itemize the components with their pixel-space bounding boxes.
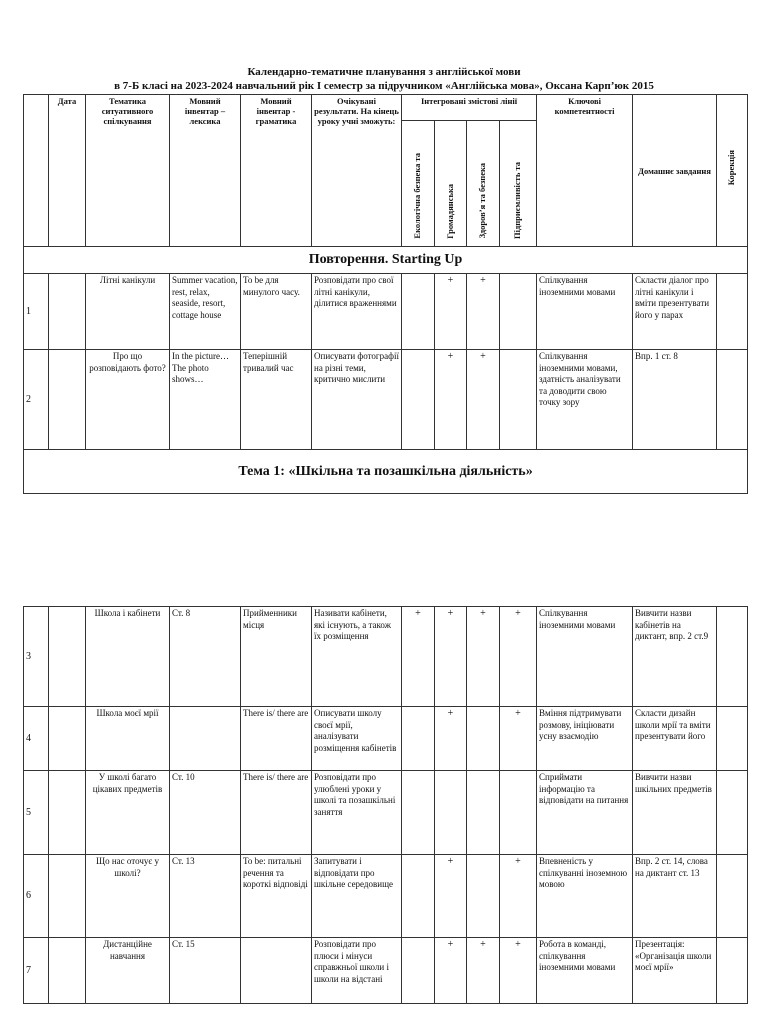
date-cell xyxy=(49,274,86,350)
results-cell: Запитувати і відповідати про шкільне середовище xyxy=(312,855,402,938)
homework-cell: Вивчити назви шкільних предметів xyxy=(633,771,717,855)
header-correction-cell xyxy=(717,95,748,247)
table-row xyxy=(24,771,748,855)
lesson-number: 7 xyxy=(24,938,49,1004)
competences-cell: Вміння підтримувати розмову, ініціювати усну взаємодію xyxy=(537,707,633,771)
date-cell xyxy=(49,771,86,855)
competences-cell: Спілкування іноземними мовами xyxy=(537,274,633,350)
eco-mark xyxy=(402,707,435,771)
civic-mark: + xyxy=(435,855,467,938)
grammar-cell: To be: питальні речення та короткі відповіді xyxy=(241,855,312,938)
competences-cell: Впевненість у спілкуванні іноземною мовою xyxy=(537,855,633,938)
date-cell xyxy=(49,938,86,1004)
entrepreneur-mark xyxy=(500,274,537,350)
grammar-cell: To be для минулого часу. xyxy=(241,274,312,350)
topic-cell: Що нас оточує у школі? xyxy=(86,855,170,938)
header-integrated-lines: Інтегровані змістові лінії xyxy=(402,95,537,121)
grammar-cell: There is/ there are xyxy=(241,707,312,771)
table-row xyxy=(24,274,748,350)
header-civic: Громадянська xyxy=(444,183,455,239)
correction-cell xyxy=(717,274,748,350)
entrepreneur-mark: + xyxy=(500,707,537,771)
entrepreneur-mark: + xyxy=(500,855,537,938)
header-entrepreneur-cell xyxy=(500,121,537,247)
civic-mark: + xyxy=(435,274,467,350)
header-grammar: Мовний інвентар - граматика xyxy=(241,95,312,247)
entrepreneur-mark: + xyxy=(500,938,537,1004)
header-correction: Корекція xyxy=(726,150,737,186)
topic-cell: Школа моєї мрії xyxy=(86,707,170,771)
homework-cell: Скласти діалог про літні канікули і вміти презентувати його у парах xyxy=(633,274,717,350)
homework-cell: Презентація: «Організація школи моєї мрії» xyxy=(633,938,717,1004)
results-cell: Називати кабінети, які існують, а також їх розміщення xyxy=(312,607,402,707)
lexis-cell xyxy=(170,707,241,771)
plan-table-page-1 xyxy=(23,94,748,494)
homework-cell: Впр. 2 ст. 14, слова на диктант ст. 13 xyxy=(633,855,717,938)
header-entrepreneur: Підприємливість та xyxy=(512,161,523,239)
grammar-cell: There is/ there are xyxy=(241,771,312,855)
lesson-number: 5 xyxy=(24,771,49,855)
table-row xyxy=(24,707,748,771)
header-health-cell xyxy=(467,121,500,247)
lesson-number: 6 xyxy=(24,855,49,938)
eco-mark xyxy=(402,855,435,938)
competences-cell: Спілкування іноземними мовами, здатність аналізувати та доводити свою точку зору xyxy=(537,350,633,450)
lexis-cell: Summer vacation, rest, relax, seaside, resort, cottage house xyxy=(170,274,241,350)
section-starting-up: Повторення. Starting Up xyxy=(24,247,748,274)
lexis-cell: Ст. 10 xyxy=(170,771,241,855)
civic-mark xyxy=(435,771,467,855)
health-mark xyxy=(467,855,500,938)
health-mark: + xyxy=(467,607,500,707)
header-homework: Домашнє завдання xyxy=(633,95,717,247)
table-row xyxy=(24,855,748,938)
document-title-line-1: Календарно-тематичне планування з англійської мови xyxy=(247,66,521,78)
header-eco: Екологічна безпека та xyxy=(412,152,423,239)
date-cell xyxy=(49,855,86,938)
civic-mark: + xyxy=(435,350,467,450)
grammar-cell: Прийменники місця xyxy=(241,607,312,707)
results-cell: Описувати фотографії на різні теми, критично мислити xyxy=(312,350,402,450)
civic-mark: + xyxy=(435,707,467,771)
header-date: Дата xyxy=(49,95,86,247)
eco-mark xyxy=(402,350,435,450)
health-mark xyxy=(467,707,500,771)
table-row xyxy=(24,607,748,707)
topic-cell: Літні канікули xyxy=(86,274,170,350)
correction-cell xyxy=(717,938,748,1004)
table-row xyxy=(24,938,748,1004)
eco-mark: + xyxy=(402,607,435,707)
homework-cell: Скласти дизайн школи мрії та вміти презентувати його xyxy=(633,707,717,771)
entrepreneur-mark xyxy=(500,350,537,450)
header-results: Очікувані результати. На кінець уроку учні зможуть: xyxy=(312,95,402,247)
date-cell xyxy=(49,350,86,450)
results-cell: Розповідати про плюси і мінуси справжньої школи і школи на відстані xyxy=(312,938,402,1004)
eco-mark xyxy=(402,771,435,855)
results-cell: Розповідати про свої літні канікули, ділитися враженнями xyxy=(312,274,402,350)
date-cell xyxy=(49,607,86,707)
civic-mark: + xyxy=(435,938,467,1004)
health-mark: + xyxy=(467,274,500,350)
correction-cell xyxy=(717,607,748,707)
table-row xyxy=(24,350,748,450)
entrepreneur-mark xyxy=(500,771,537,855)
lesson-number: 2 xyxy=(24,350,49,450)
correction-cell xyxy=(717,855,748,938)
correction-cell xyxy=(717,771,748,855)
grammar-cell xyxy=(241,938,312,1004)
health-mark: + xyxy=(467,350,500,450)
header-lexis: Мовний інвентар – лексика xyxy=(170,95,241,247)
health-mark xyxy=(467,771,500,855)
header-number xyxy=(24,95,49,247)
document-title-line-2: в 7-Б класі на 2023-2024 навчальний рік І семестр за підручником «Англійська мова», Оксана Карп’юк 2015 xyxy=(114,80,654,92)
homework-cell: Впр. 1 ст. 8 xyxy=(633,350,717,450)
topic-cell: У школі багато цікавих предметів xyxy=(86,771,170,855)
lexis-cell: Ст. 8 xyxy=(170,607,241,707)
section-theme-1: Тема 1: «Шкільна та позашкільна діяльність» xyxy=(24,450,748,494)
results-cell: Розповідати про улюблені уроки у школі та позашкільні заняття xyxy=(312,771,402,855)
correction-cell xyxy=(717,707,748,771)
plan-table-page-2 xyxy=(23,606,748,1004)
results-cell: Описувати школу своєї мрії, аналізувати розміщення кабінетів xyxy=(312,707,402,771)
header-eco-cell xyxy=(402,121,435,247)
header-topic: Тематика ситуативного спілкування xyxy=(86,95,170,247)
eco-mark xyxy=(402,938,435,1004)
lesson-number: 1 xyxy=(24,274,49,350)
header-health: Здоров’я та безпека xyxy=(477,163,488,239)
eco-mark xyxy=(402,274,435,350)
lesson-number: 4 xyxy=(24,707,49,771)
competences-cell: Спілкування іноземними мовами xyxy=(537,607,633,707)
competences-cell: Сприймати інформацію та відповідати на питання xyxy=(537,771,633,855)
civic-mark: + xyxy=(435,607,467,707)
entrepreneur-mark: + xyxy=(500,607,537,707)
topic-cell: Про що розповідають фото? xyxy=(86,350,170,450)
health-mark: + xyxy=(467,938,500,1004)
homework-cell: Вивчити назви кабінетів на диктант, впр. 2 ст.9 xyxy=(633,607,717,707)
header-civic-cell xyxy=(435,121,467,247)
lexis-cell: In the picture… The photo shows… xyxy=(170,350,241,450)
correction-cell xyxy=(717,350,748,450)
date-cell xyxy=(49,707,86,771)
lesson-number: 3 xyxy=(24,607,49,707)
topic-cell: Школа і кабінети xyxy=(86,607,170,707)
topic-cell: Дистанційне навчання xyxy=(86,938,170,1004)
header-key-competences: Ключові компетентності xyxy=(537,95,633,247)
grammar-cell: Теперішній тривалий час xyxy=(241,350,312,450)
lexis-cell: Ст. 15 xyxy=(170,938,241,1004)
lexis-cell: Ст. 13 xyxy=(170,855,241,938)
competences-cell: Робота в команді, спілкування іноземними мовами xyxy=(537,938,633,1004)
